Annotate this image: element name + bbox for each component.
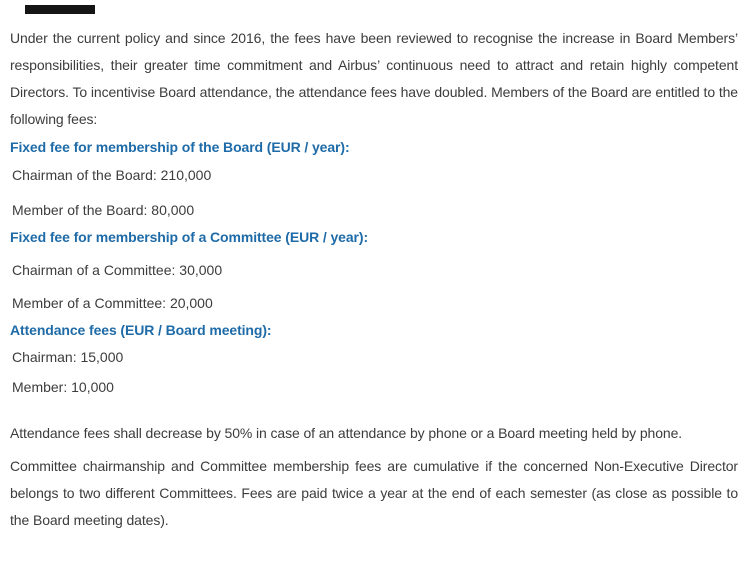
page-header-mark (25, 5, 95, 14)
section-heading-committee-membership-fee: Fixed fee for membership of a Committee (EUR / year): (10, 229, 369, 245)
fee-line-member-of-committee: Member of a Committee: 20,000 (12, 295, 213, 311)
fee-line-member-of-board: Member of the Board: 80,000 (12, 202, 195, 218)
intro-paragraph: Under the current policy and since 2016, the fees have been reviewed to recognise the increase in Board Members’ responsibilities, their greater time commitment and Airbus’ continuous need to attract and retain highly competent Directors. To incentivise Board attendance, the attendance fees have doubled. Members of the Board are entitled to the following fees: (10, 30, 738, 127)
fee-line-chairman-of-board: Chairman of the Board: 210,000 (12, 167, 212, 183)
fee-line-attendance-chairman: Chairman: 15,000 (12, 349, 124, 365)
fee-line-attendance-member: Member: 10,000 (12, 379, 114, 395)
phone-attendance-paragraph: Attendance fees shall decrease by 50% in case of an attendance by phone or a Board meeting held by phone. (10, 425, 683, 441)
section-heading-board-membership-fee: Fixed fee for membership of the Board (EUR / year): (10, 139, 350, 155)
section-heading-attendance-fees: Attendance fees (EUR / Board meeting): (10, 322, 272, 338)
cumulative-fees-paragraph: Committee chairmanship and Committee membership fees are cumulative if the concerned Non-Executive Director belongs to two different Committees. Fees are paid twice a year at the end of each semester (as close as possible to the Board meeting dates). (10, 458, 738, 528)
fee-line-chairman-of-committee: Chairman of a Committee: 30,000 (12, 262, 223, 278)
